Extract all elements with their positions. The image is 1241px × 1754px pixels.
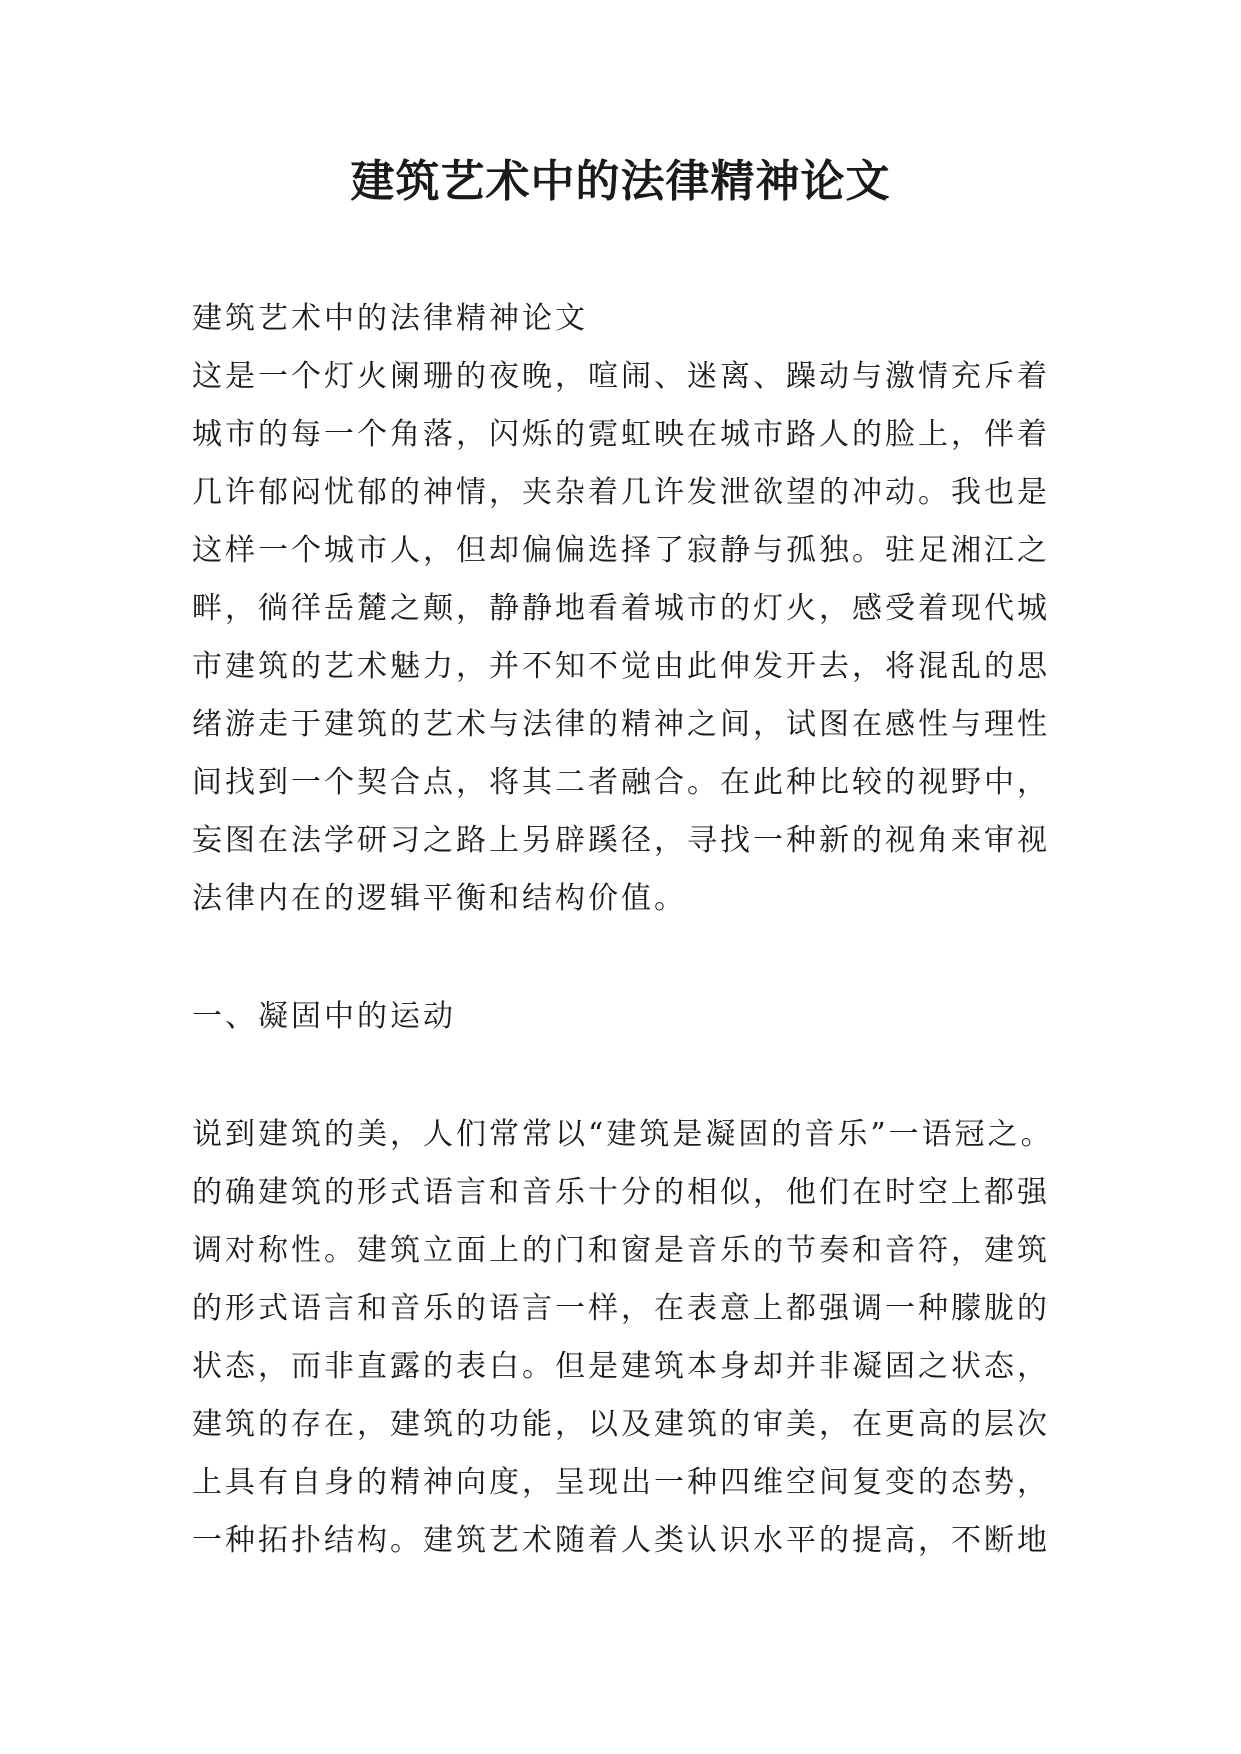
paragraph-line: 绪游走于建筑的艺术与法律的精神之间，试图在感性与理性 bbox=[192, 707, 1050, 742]
paragraph-line: 说到建筑的美，人们常常以“建筑是凝固的音乐”一语冠之。 bbox=[192, 1117, 1054, 1152]
paragraph-line: 上具有自身的精神向度，呈现出一种四维空间复变的态势， bbox=[192, 1465, 1050, 1500]
paragraph-line: 城市的每一个角落，闪烁的霓虹映在城市路人的脸上，伴着 bbox=[192, 417, 1050, 452]
paragraph-line: 畔，徜徉岳麓之颠，静静地看着城市的灯火，感受着现代城 bbox=[192, 591, 1050, 626]
paragraph-line: 法律内在的逻辑平衡和结构价值。 bbox=[192, 881, 687, 916]
paragraph-line: 的形式语言和音乐的语言一样，在表意上都强调一种朦胧的 bbox=[192, 1291, 1050, 1326]
paragraph-line: 调对称性。建筑立面上的门和窗是音乐的节奏和音符，建筑 bbox=[192, 1233, 1050, 1268]
paragraph-line: 几许郁闷忧郁的神情，夹杂着几许发泄欲望的冲动。我也是 bbox=[192, 475, 1050, 510]
paragraph-line: 建筑的存在，建筑的功能，以及建筑的审美，在更高的层次 bbox=[192, 1407, 1050, 1442]
section-heading: 一、凝固中的运动 bbox=[192, 999, 456, 1034]
paragraph-line: 一种拓扑结构。建筑艺术随着人类认识水平的提高，不断地 bbox=[192, 1523, 1050, 1558]
paragraph-line: 状态，而非直露的表白。但是建筑本身却并非凝固之状态， bbox=[192, 1349, 1050, 1384]
paragraph-section-1 bbox=[192, 1106, 1072, 1570]
paragraph-intro bbox=[192, 348, 1072, 928]
paragraph-line: 间找到一个契合点，将其二者融合。在此种比较的视野中， bbox=[192, 765, 1050, 800]
paragraph-line: 这是一个灯火阑珊的夜晚，喧闹、迷离、躁动与激情充斥着 bbox=[192, 359, 1050, 394]
paragraph-line: 这样一个城市人，但却偏偏选择了寂静与孤独。驻足湘江之 bbox=[192, 533, 1050, 568]
document-title: 建筑艺术中的法律精神论文 bbox=[350, 156, 891, 207]
paragraph-line: 的确建筑的形式语言和音乐十分的相似，他们在时空上都强 bbox=[192, 1175, 1050, 1210]
paragraph-line: 市建筑的艺术魅力，并不知不觉由此伸发开去，将混乱的思 bbox=[192, 649, 1050, 684]
paragraph-line: 妄图在法学研习之路上另辟蹊径，寻找一种新的视角来审视 bbox=[192, 823, 1050, 858]
document-subtitle: 建筑艺术中的法律精神论文 bbox=[192, 301, 588, 336]
